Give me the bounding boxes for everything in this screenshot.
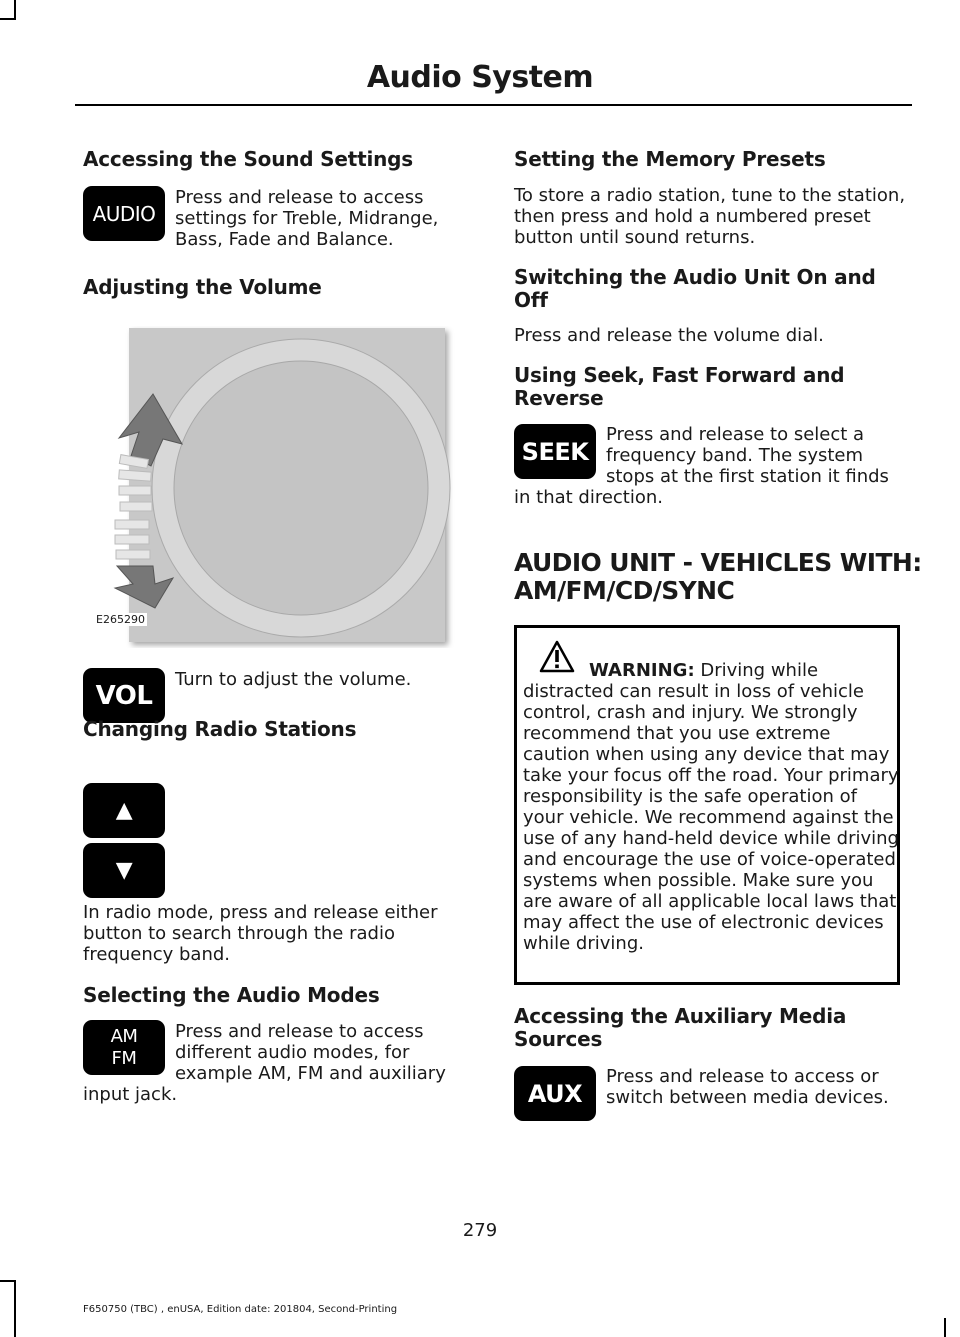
- on-off-heading: Switching the Audio Unit On and Off: [514, 265, 876, 312]
- section-title-line1: AUDIO UNIT - VEHICLES WITH:: [514, 548, 922, 577]
- on-off-text: Press and release the volume dial.: [514, 325, 824, 346]
- seek-button-icon: [514, 424, 596, 479]
- page-number: 279: [462, 1220, 498, 1241]
- audio-modes-heading: Selecting the Audio Modes: [83, 983, 380, 1007]
- vol-button-icon: [83, 668, 165, 723]
- crop-mark: [14, 1280, 16, 1337]
- crop-mark: [0, 18, 16, 20]
- section-title-line2: AM/FM/CD/SYNC: [514, 576, 735, 605]
- seek-button-label: SEEK: [521, 437, 589, 466]
- aux-button-icon: [514, 1066, 596, 1121]
- seek-text-1: Press and release to select a: [606, 424, 865, 445]
- seek-heading: Using Seek, Fast Forward and Reverse: [514, 363, 845, 410]
- volume-dial-figure: [83, 326, 456, 648]
- seek-down-glyph: ▼: [115, 858, 133, 883]
- page-header-title: Audio System: [366, 60, 594, 95]
- volume-dial-illustration: [83, 326, 456, 648]
- memory-presets-heading: Setting the Memory Presets: [514, 147, 826, 171]
- seek-down-icon: [83, 843, 165, 898]
- warning-paragraph: [523, 660, 899, 954]
- figure-code: E265290: [96, 613, 145, 626]
- seek-text-4: in that direction.: [514, 487, 664, 508]
- seek-text-2: frequency band. The system: [606, 445, 864, 466]
- audio-button-icon: [83, 186, 165, 241]
- seek-up-icon: [83, 783, 165, 838]
- fm-label: FM: [111, 1047, 137, 1069]
- aux-text: Press and release to access or switch between media devices.: [606, 1066, 889, 1108]
- audio-button-label: AUDIO: [92, 201, 156, 226]
- memory-presets-text: To store a radio station, tune to the station, then press and hold a numbered preset button until sound returns.: [514, 185, 906, 248]
- audio-modes-text-3: example AM, FM and auxiliary: [175, 1063, 446, 1084]
- radio-stations-heading: Changing Radio Stations: [83, 717, 357, 741]
- crop-mark: [944, 1318, 946, 1337]
- warning-label: WARNING:: [589, 660, 695, 681]
- sound-settings-heading: Accessing the Sound Settings: [83, 147, 413, 171]
- sound-settings-text: Press and release to access settings for Treble, Midrange, Bass, Fade and Balance.: [175, 187, 439, 250]
- seek-up-glyph: ▲: [115, 798, 133, 823]
- audio-modes-text-2: different audio modes, for: [175, 1042, 410, 1063]
- warning-text: Driving while distracted can result in loss of vehicle control, crash and injury. We strongly recommend that you use extreme caution when using any device that may take your focus off the road. Your primary responsibility is the safe operation of your vehicle. We recommend against the use of any hand-held device while driving and encourage the use of voice-operated systems when possible. Make sure you are aware of all applicable local laws that may affect the use of electronic devices while driving.: [523, 660, 899, 954]
- edition-info: F650750 (TBC) , enUSA, Edition date: 201804, Second-Printing: [83, 1304, 398, 1315]
- crop-mark: [14, 0, 16, 20]
- volume-heading: Adjusting the Volume: [83, 275, 322, 299]
- crop-mark: [0, 1280, 16, 1282]
- aux-button-label: AUX: [527, 1079, 583, 1108]
- am-label: AM: [110, 1025, 138, 1047]
- audio-modes-text-1: Press and release to access: [175, 1021, 424, 1042]
- warning-box: [514, 625, 900, 985]
- vol-button-label: VOL: [95, 680, 153, 711]
- radio-stations-text: In radio mode, press and release either button to search through the radio frequency band.: [83, 902, 438, 965]
- seek-text-3: stops at the first station it finds: [606, 466, 889, 487]
- audio-modes-text-4: input jack.: [83, 1084, 178, 1105]
- header-divider: [75, 104, 912, 106]
- aux-heading: Accessing the Auxiliary Media Sources: [514, 1004, 847, 1051]
- am-fm-button-icon: [83, 1020, 165, 1075]
- volume-text: Turn to adjust the volume.: [175, 669, 412, 690]
